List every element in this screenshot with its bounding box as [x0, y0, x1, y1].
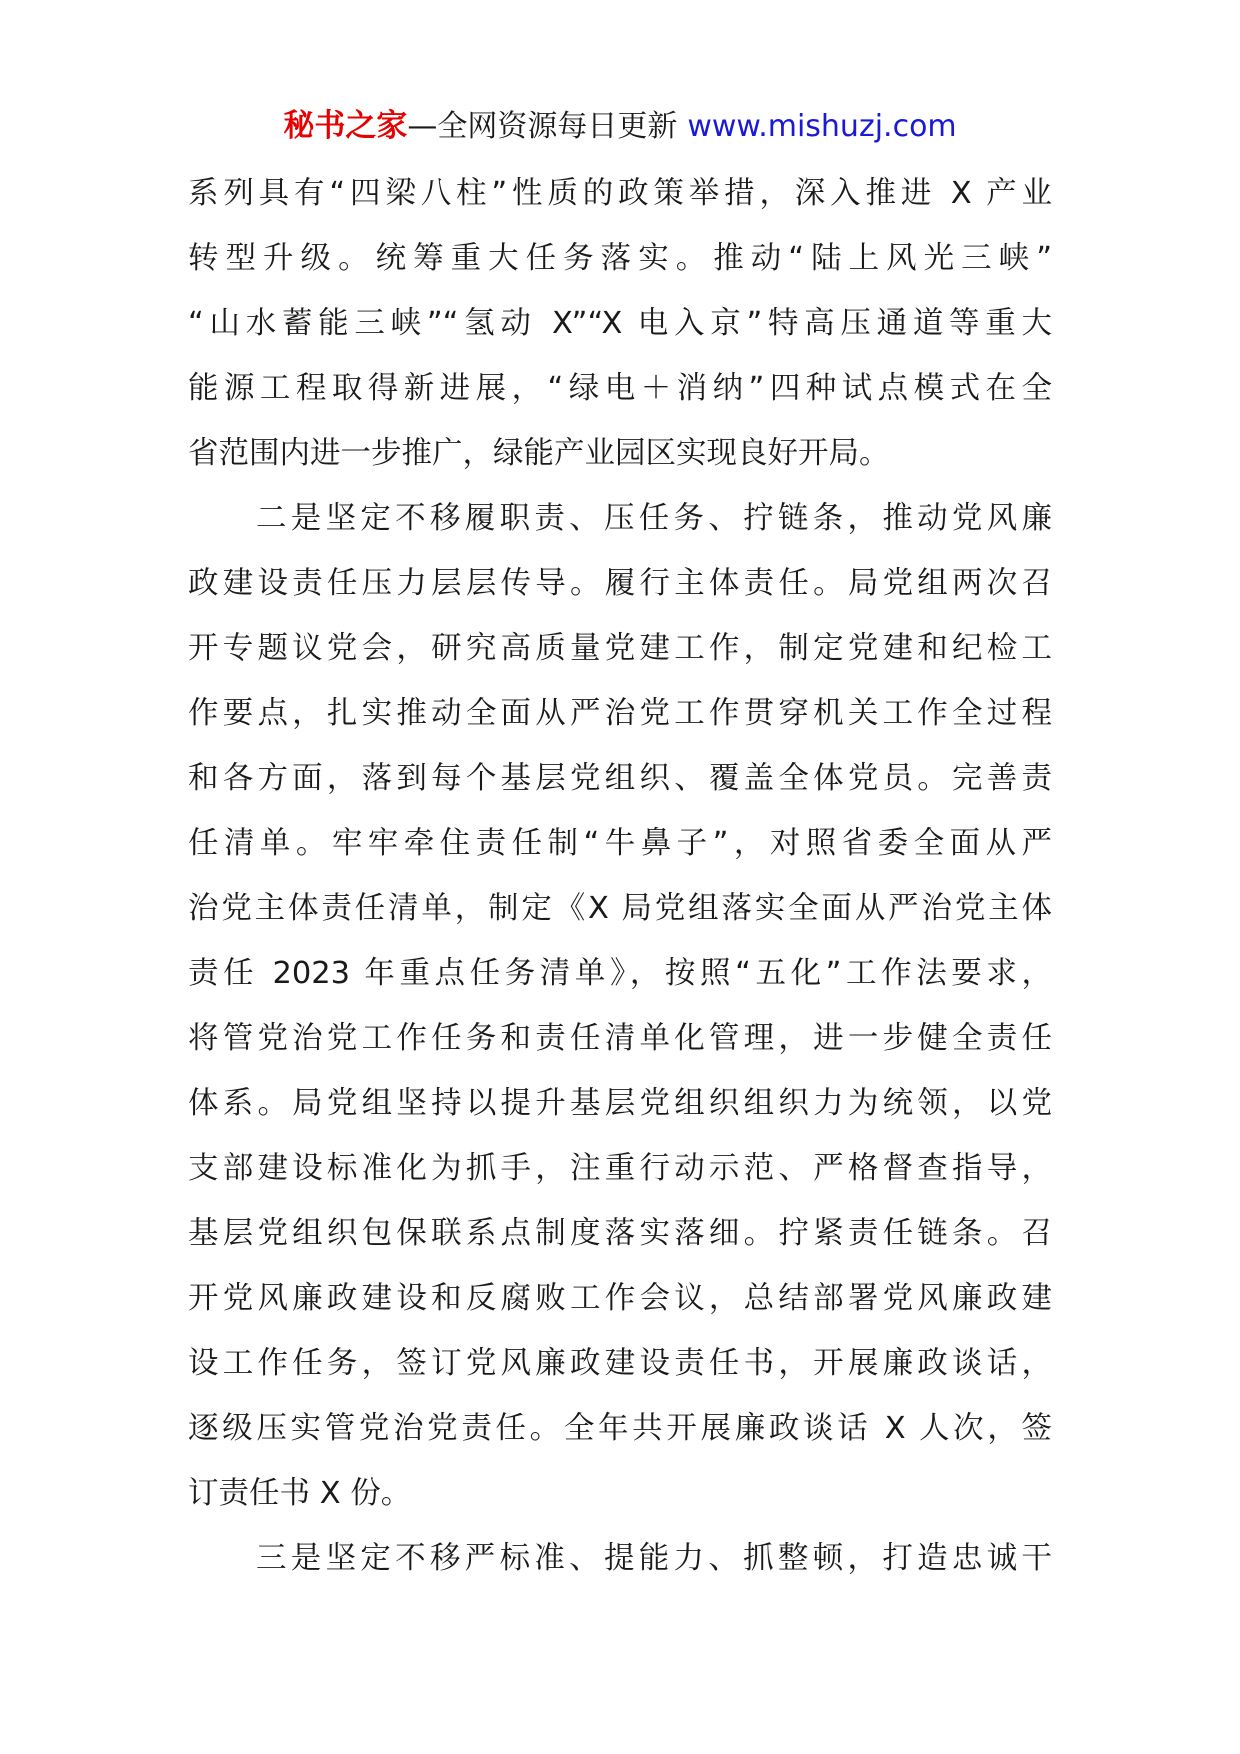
- site-url-link[interactable]: www.mishuzj.com: [687, 109, 957, 144]
- text-line: 责任 2023 年重点任务清单》，按照“五化”工作法要求，: [188, 956, 1052, 991]
- text-line: 开党风廉政建设和反腐败工作会议，总结部署党风廉政建: [188, 1281, 1052, 1316]
- brand-name: 秘书之家: [283, 108, 408, 144]
- text-line: 逐级压实管党治党责任。全年共开展廉政谈话 X 人次，签: [188, 1411, 1052, 1446]
- document-body: [188, 161, 1052, 1591]
- site-header: [0, 104, 1240, 149]
- text-line: “山水蓄能三峡”“氢动 X”“X 电入京”特高压通道等重大: [188, 306, 1052, 341]
- text-line: 和各方面，落到每个基层党组织、覆盖全体党员。完善责: [188, 761, 1052, 796]
- text-line: 将管党治党工作任务和责任清单化管理，进一步健全责任: [188, 1021, 1052, 1056]
- text-line: 支部建设标准化为抓手，注重行动示范、严格督查指导，: [188, 1151, 1052, 1186]
- text-line: 治党主体责任清单，制定《X 局党组落实全面从严治党主体: [188, 891, 1052, 926]
- text-line: 转型升级。统筹重大任务落实。推动“陆上风光三峡”: [188, 241, 1052, 276]
- text-line: 作要点，扎实推动全面从严治党工作贯穿机关工作全过程: [188, 696, 1052, 731]
- text-line: 政建设责任压力层层传导。履行主体责任。局党组两次召: [188, 566, 1052, 601]
- text-line: 省范围内进一步推广，绿能产业园区实现良好开局。: [188, 436, 890, 471]
- paragraph-start-line: 三是坚定不移严标准、提能力、抓整顿，打造忠诚干: [256, 1541, 1052, 1576]
- text-line: 基层党组织包保联系点制度落实落细。拧紧责任链条。召: [188, 1216, 1052, 1251]
- text-line: 设工作任务，签订党风廉政建设责任书，开展廉政谈话，: [188, 1346, 1052, 1381]
- paragraph-start-line: 二是坚定不移履职责、压任务、拧链条，推动党风廉: [256, 501, 1052, 536]
- header-slogan: —全网资源每日更新: [407, 109, 678, 144]
- text-line: 开专题议党会，研究高质量党建工作，制定党建和纪检工: [188, 631, 1052, 666]
- text-line: 系列具有“四梁八柱”性质的政策举措，深入推进 X 产业: [188, 176, 1052, 211]
- text-line: 订责任书 X 份。: [188, 1476, 412, 1511]
- text-line: 任清单。牢牢牵住责任制“牛鼻子”，对照省委全面从严: [188, 826, 1052, 861]
- text-line: 能源工程取得新进展，“绿电＋消纳”四种试点模式在全: [188, 371, 1052, 406]
- text-line: 体系。局党组坚持以提升基层党组织组织力为统领，以党: [188, 1086, 1052, 1121]
